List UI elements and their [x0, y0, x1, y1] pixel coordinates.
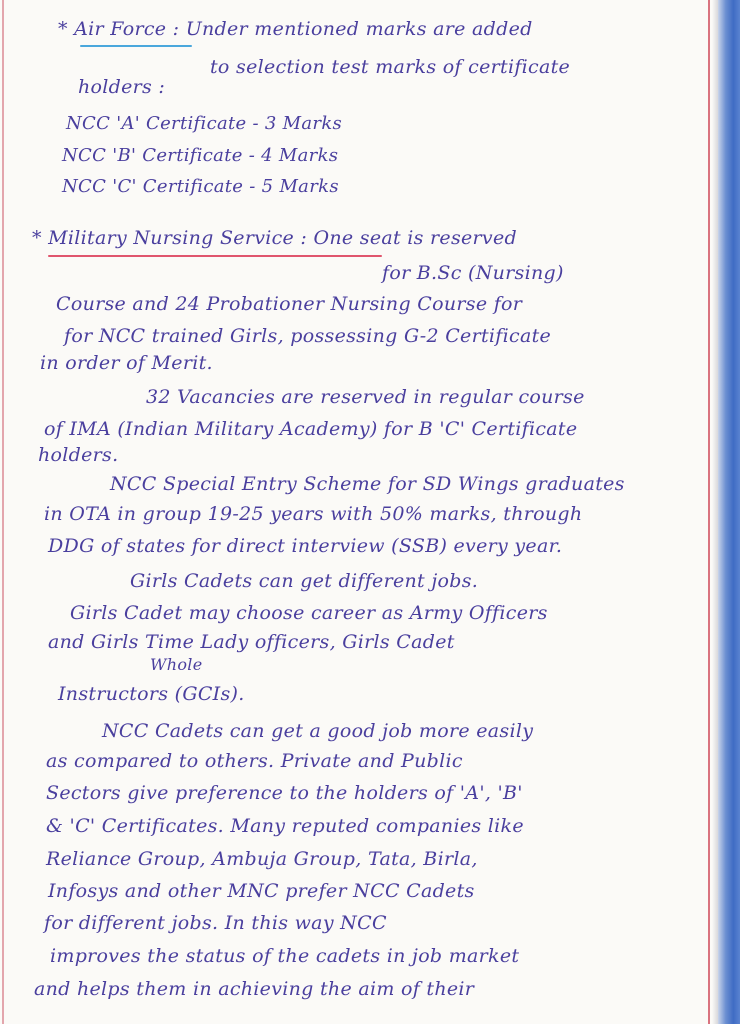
left-page-edge — [2, 0, 4, 1024]
text-line-28: Infosys and other MNC prefer NCC Cadets — [48, 880, 475, 902]
inserted-word-whole: Whole — [150, 655, 203, 674]
air-force-heading-line — [58, 18, 533, 40]
text-line-29: for different jobs. In this way NCC — [44, 912, 387, 934]
right-margin-line — [708, 0, 710, 1024]
text-line-17: DDG of states for direct interview (SSB) every year. — [48, 535, 563, 557]
text-line-12: 32 Vacancies are reserved in regular course — [146, 386, 585, 408]
text-line-30: improves the status of the cadets in job market — [50, 945, 520, 967]
text-line-23: NCC Cadets can get a good job more easily — [102, 720, 534, 742]
text-line-15: NCC Special Entry Scheme for SD Wings graduates — [110, 473, 625, 495]
text-line-9: Course and 24 Probationer Nursing Course for — [56, 293, 523, 315]
text-line-26: & 'C' Certificates. Many reputed companies like — [46, 815, 524, 837]
text-line-3: holders : — [78, 76, 166, 98]
military-nursing-underline — [48, 255, 382, 257]
text-line-2: to selection test marks of certificate — [210, 56, 571, 78]
blue-file-binding — [718, 0, 740, 1024]
air-force-heading — [58, 18, 533, 40]
text-line-19: Girls Cadet may choose career as Army Officers — [70, 602, 548, 624]
text-line-13: of IMA (Indian Military Academy) for B 'C' Certificate — [44, 418, 578, 440]
text-line-27: Reliance Group, Ambuja Group, Tata, Birla, — [46, 848, 478, 870]
text-line-16: in OTA in group 19-25 years with 50% marks, through — [44, 503, 583, 525]
text-line-14: holders. — [38, 444, 119, 466]
text-line-24: as compared to others. Private and Public — [46, 750, 463, 772]
ncc-a-marks: NCC 'A' Certificate - 3 Marks — [66, 113, 343, 134]
ncc-c-marks: NCC 'C' Certificate - 5 Marks — [62, 176, 339, 197]
text-line-10: for NCC trained Girls, possessing G-2 Certificate — [64, 325, 552, 347]
text-line-31: and helps them in achieving the aim of their — [34, 978, 475, 1000]
air-force-heading-text: * Air Force : Under mentioned marks are added — [58, 18, 533, 40]
air-force-underline — [80, 45, 192, 47]
text-line-11: in order of Merit. — [40, 352, 213, 374]
ncc-b-marks: NCC 'B' Certificate - 4 Marks — [62, 145, 339, 166]
text-line-20: and Girls Time Lady officers, Girls Cadet — [48, 631, 455, 653]
text-line-8: for B.Sc (Nursing) — [382, 262, 564, 284]
military-nursing-heading-line: * Military Nursing Service : One seat is reserved — [32, 227, 517, 249]
text-line-18: Girls Cadets can get different jobs. — [130, 570, 479, 592]
text-line-25: Sectors give preference to the holders of 'A', 'B' — [46, 782, 523, 804]
text-line-22: Instructors (GCIs). — [58, 683, 245, 705]
